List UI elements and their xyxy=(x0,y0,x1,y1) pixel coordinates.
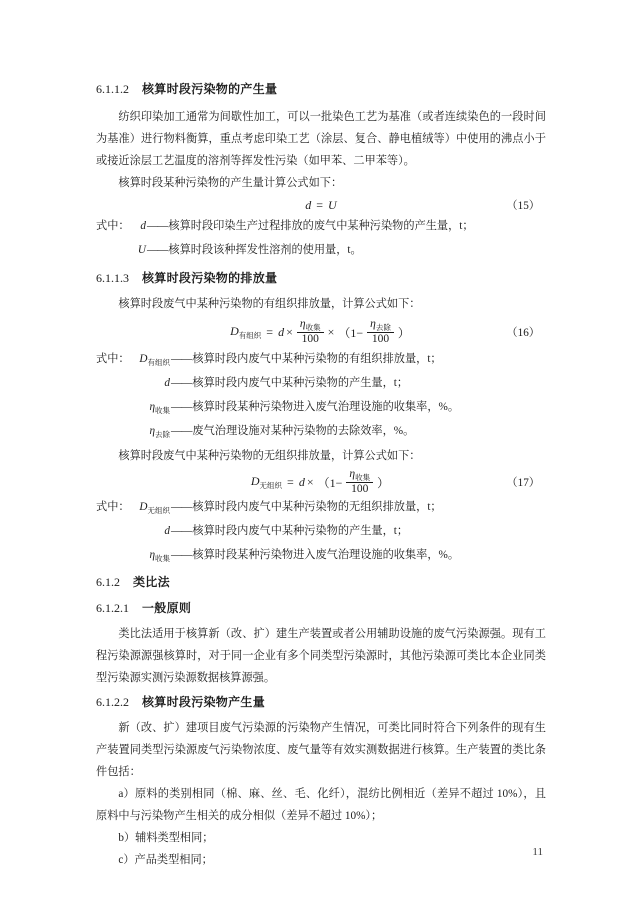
where-block-15 xyxy=(96,216,546,264)
dash: —— xyxy=(147,244,168,256)
paragraph-formula-intro-15: 核算时段某种污染物的产生量计算公式如下： xyxy=(118,177,343,189)
where-item xyxy=(96,397,546,421)
fraction-collect-rate: $\frac{\eta_{收集}}{100}$ xyxy=(346,468,373,497)
heading-title: 一般原则 xyxy=(142,601,192,615)
times-sign: × xyxy=(327,324,335,339)
variable-description: 核算时段该种挥发性溶剂的使用量，t。 xyxy=(168,244,362,256)
where-item xyxy=(96,373,546,397)
dash: —— xyxy=(147,220,168,232)
formula-17 xyxy=(96,467,546,497)
where-item xyxy=(96,497,546,521)
formula-variable: d xyxy=(164,377,170,389)
variable-description: 核算时段内废气中某种污染物的产生量，t； xyxy=(192,525,409,537)
formula-15 xyxy=(96,194,546,216)
paragraph-production-amount: 纺织印染加工通常为间歇性加工，可以一批染色工艺为基准（或者连续染色的一段时间为基准）进行物料衡算，重点考虑印染工艺（涂层、复合、静电植绒等）中使用的沸点小于或接近涂层工艺温度的溶剂等挥发性污染（如甲苯、二甲苯等）。 xyxy=(96,111,546,167)
where-item xyxy=(96,349,546,373)
formula-15-body xyxy=(305,198,336,213)
heading-number: 6.1.2.1 xyxy=(96,601,129,615)
section-heading-6.1.2 xyxy=(96,573,546,591)
list-item-b: b）辅料类型相同； xyxy=(118,832,214,844)
paragraph-formula-intro-17: 核算时段废气中某种污染物的无组织排放量，计算公式如下： xyxy=(118,450,421,462)
variable-description: 核算时段内废气中某种污染物的无组织排放量，t； xyxy=(192,501,442,513)
heading-number: 6.1.1.3 xyxy=(96,271,129,285)
formula-variable: U xyxy=(137,244,146,256)
close-paren: ） xyxy=(377,475,390,490)
where-block-17 xyxy=(96,497,546,569)
heading-title: 核算时段污染物的产生量 xyxy=(142,82,278,96)
open-paren: （1− xyxy=(317,475,343,490)
equals-sign: = xyxy=(287,474,294,489)
formula-variable: $\eta_{收集}$ xyxy=(149,401,170,415)
open-paren: （1− xyxy=(338,325,364,340)
formula-variable: d xyxy=(164,525,170,537)
fraction-removal-rate: $\frac{\eta_{去除}}{100}$ xyxy=(367,318,394,347)
times-sign: × xyxy=(306,474,314,489)
page-content xyxy=(96,80,546,871)
where-item xyxy=(96,521,546,545)
heading-title: 核算时段污染物的排放量 xyxy=(142,271,278,285)
dash: —— xyxy=(171,377,192,389)
formula-variable: $D_{有组织}$ xyxy=(139,353,170,367)
page-number: 11 xyxy=(532,846,543,858)
var-d: d xyxy=(278,324,285,339)
where-block-16 xyxy=(96,349,546,445)
fraction-collect-rate: $\frac{\eta_{收集}}{100}$ xyxy=(297,318,324,347)
where-label: 式中： xyxy=(96,501,130,513)
equals-sign: = xyxy=(316,197,324,212)
variable-description: 核算时段某种污染物进入废气治理设施的收集率，%。 xyxy=(192,549,460,561)
dash: —— xyxy=(171,401,192,413)
paragraph-analogy-principle: 类比法适用于核算新（改、扩）建生产装置或者公用辅助设施的废气污染源强。现有工程污染源源强核算时，对于同一企业有多个同类型污染源时，其他污染源可类比本企业同类型污染源实测污染源数据核算源强。 xyxy=(96,628,546,684)
dash: —— xyxy=(171,353,192,365)
dash: —— xyxy=(171,549,192,561)
formula-17-body xyxy=(251,468,391,497)
variable-description: 核算时段内废气中某种污染物的有组织排放量，t； xyxy=(192,353,442,365)
heading-number: 6.1.2.2 xyxy=(96,695,129,709)
times-sign: × xyxy=(286,324,293,339)
section-heading-6.1.1.2 xyxy=(96,80,546,98)
where-label: 式中： xyxy=(96,220,130,232)
section-heading-6.1.2.1 xyxy=(96,599,546,617)
dash: —— xyxy=(171,425,192,437)
formula-16 xyxy=(96,315,546,349)
formula-tag-15: （15） xyxy=(506,200,540,212)
formula-16-body xyxy=(230,318,412,347)
formula-variable: $D_{无组织}$ xyxy=(139,501,170,515)
equals-sign: = xyxy=(266,324,274,339)
paragraph-formula-intro-16: 核算时段废气中某种污染物的有组织排放量，计算公式如下： xyxy=(118,298,421,310)
variable-description: 核算时段印染生产过程排放的废气中某种污染物的产生量，t； xyxy=(168,220,474,232)
formula-variable: $\eta_{去除}$ xyxy=(149,425,170,439)
close-paren: ） xyxy=(397,325,410,340)
dash: —— xyxy=(171,501,192,513)
var-D-organized: $D_{有组织}$ xyxy=(230,323,262,340)
var-U: U xyxy=(328,197,337,212)
list-item-a: a）原料的类别相同（棉、麻、丝、毛、化纤），混纺比例相近（差异不超过 10%），且原料中与污染物产生相关的成分相似（差异不超过 10%）； xyxy=(96,788,546,822)
where-item xyxy=(96,240,546,264)
paragraph-analogy-conditions: 新（改、扩）建项目废气污染源的污染物产生情况，可类比同时符合下列条件的现有生产装置同类型污染源废气污染物浓度、废气量等有效实测数据进行核算。生产装置的类比条件包括： xyxy=(96,722,546,778)
heading-number: 6.1.2 xyxy=(96,575,120,589)
variable-description: 核算时段某种污染物进入废气治理设施的收集率，%。 xyxy=(192,401,460,413)
heading-title: 类比法 xyxy=(133,575,170,589)
where-item xyxy=(96,421,546,445)
where-item xyxy=(96,545,546,569)
dash: —— xyxy=(171,525,192,537)
where-label: 式中： xyxy=(96,353,130,365)
variable-description: 废气治理设施对某种污染物的去除效率，%。 xyxy=(192,425,415,437)
formula-variable: d xyxy=(140,220,146,232)
formula-variable: $\eta_{收集}$ xyxy=(149,549,170,563)
formula-tag-16: （16） xyxy=(506,327,540,339)
var-d: d xyxy=(298,474,305,489)
var-d: d xyxy=(305,197,312,212)
list-item-c: c）产品类型相同； xyxy=(118,854,213,866)
section-heading-6.1.2.2 xyxy=(96,693,546,711)
variable-description: 核算时段内废气中某种污染物的产生量，t； xyxy=(192,377,409,389)
heading-title: 核算时段污染物产生量 xyxy=(142,695,266,709)
section-heading-6.1.1.3 xyxy=(96,269,546,287)
formula-tag-17: （17） xyxy=(506,477,540,489)
heading-number: 6.1.1.2 xyxy=(96,82,129,96)
where-item xyxy=(96,216,546,240)
var-D-fugitive: $D_{无组织}$ xyxy=(250,473,283,490)
